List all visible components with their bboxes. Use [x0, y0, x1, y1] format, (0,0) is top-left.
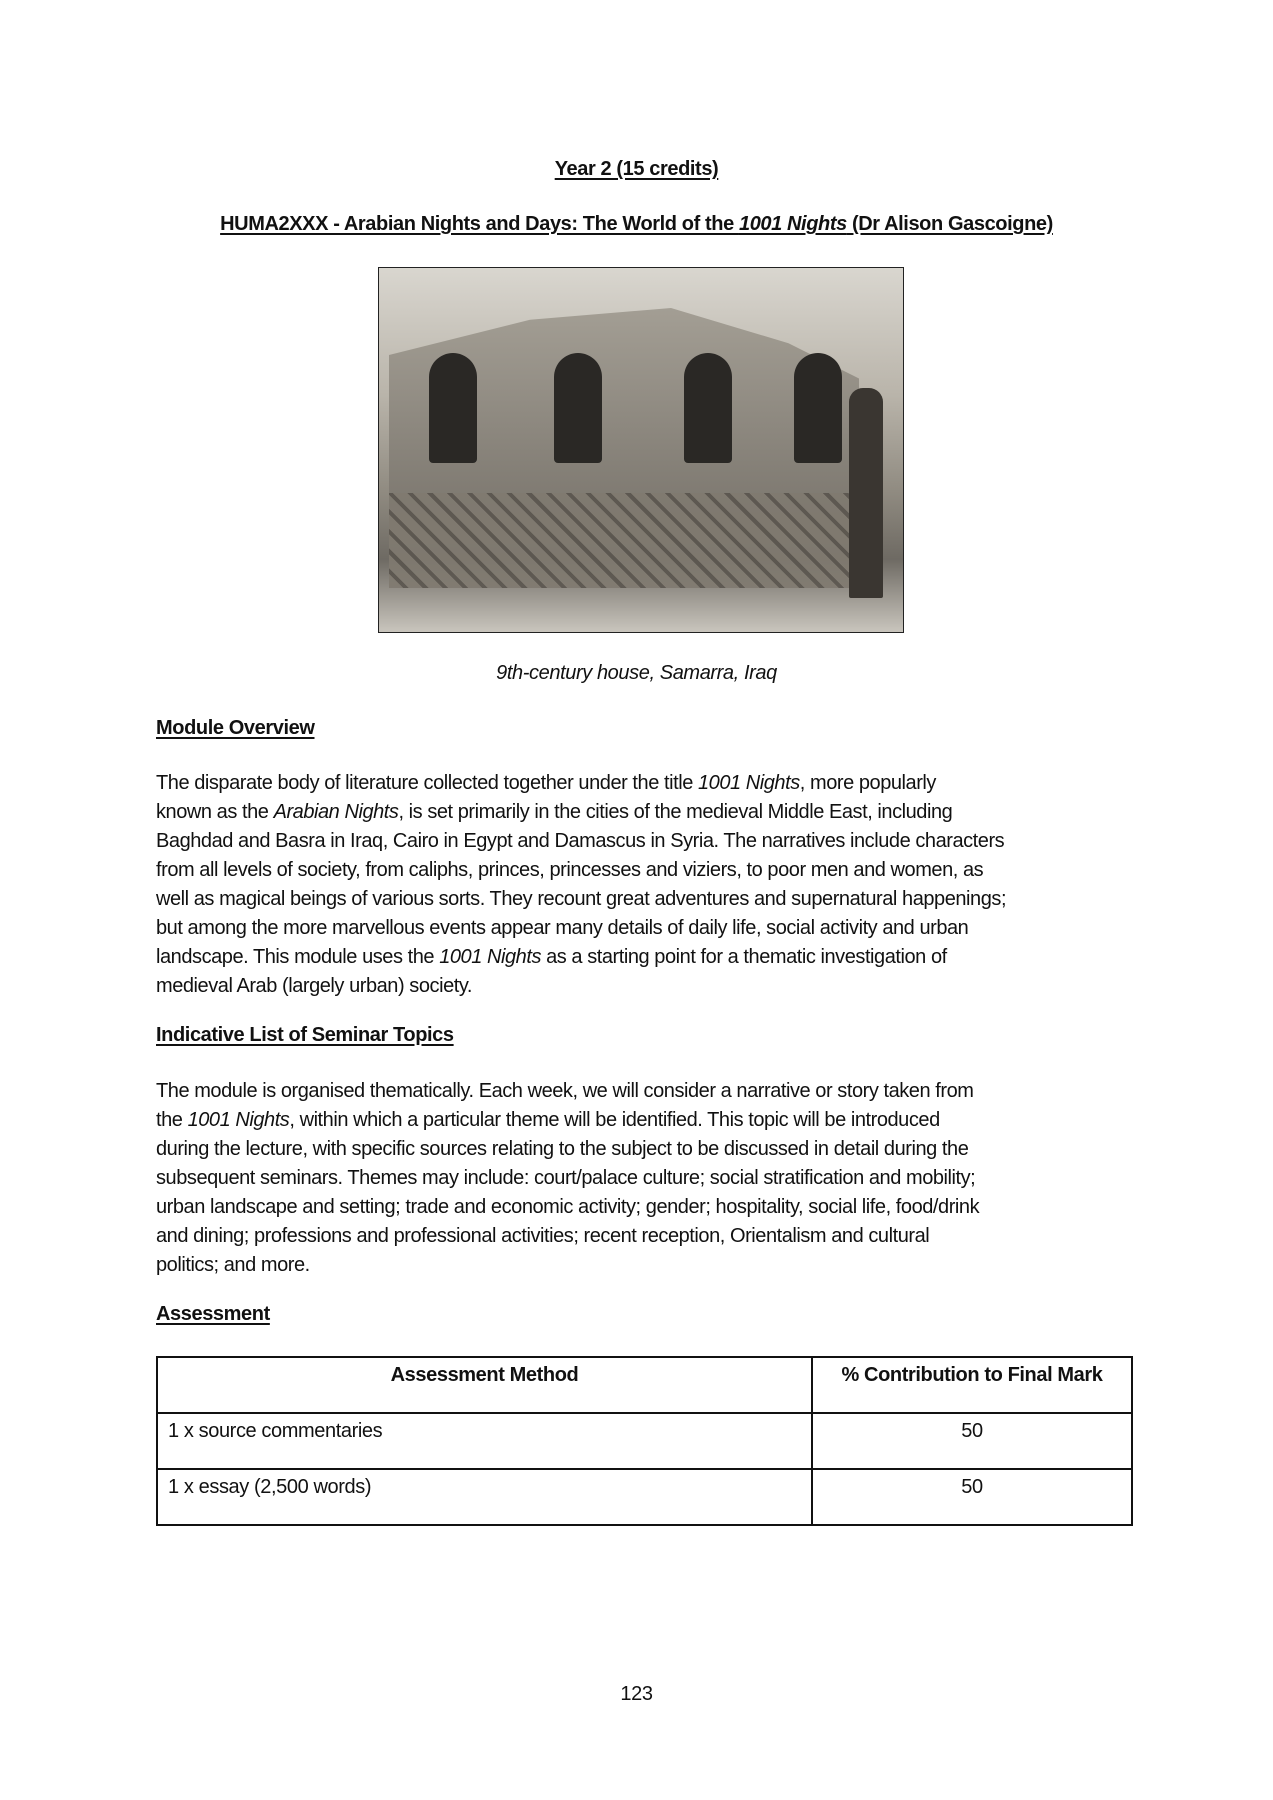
photo-figure [849, 388, 883, 598]
paragraph-line [156, 827, 1146, 856]
text-run: , within which a particular theme will be identified. This topic will be introduced [289, 1109, 940, 1131]
column-header-contribution: % Contribution to Final Mark [812, 1357, 1132, 1413]
paragraph-line [156, 1222, 1146, 1251]
text-run: the [156, 1109, 188, 1131]
text-run: Baghdad and Basra in Iraq, Cairo in Egypt and Damascus in Syria. The narratives include characters [156, 830, 1005, 852]
paragraph-line [156, 798, 1146, 827]
method-cell: 1 x essay (2,500 words) [157, 1469, 812, 1525]
paragraph-line [156, 856, 1146, 885]
overview-heading: Module Overview [156, 717, 315, 739]
photo-niche [429, 353, 477, 463]
contribution-cell: 50 [812, 1469, 1132, 1525]
assessment-heading: Assessment [156, 1303, 270, 1325]
paragraph-line [156, 914, 1146, 943]
text-run: as a starting point for a thematic investigation of [541, 946, 947, 968]
text-run: landscape. This module uses the [156, 946, 440, 968]
photo-niche [794, 353, 842, 463]
paragraph-line [156, 1251, 1146, 1280]
paragraph-line [156, 885, 1146, 914]
text-run: , more popularly [799, 772, 936, 794]
text-run: but among the more marvellous events appear many details of daily life, social activity and urban [156, 917, 969, 939]
paragraph-line [156, 943, 1146, 972]
text-run: during the lecture, with specific sources relating to the subject to be discussed in detail during the [156, 1138, 969, 1160]
italic-title: 1001 Nights [439, 946, 541, 968]
text-run: well as magical beings of various sorts. They recount great adventures and supernatural happenings; [156, 888, 1007, 910]
text-run: and dining; professions and professional activities; recent reception, Orientalism and cultural [156, 1225, 930, 1247]
italic-title: 1001 Nights [697, 772, 800, 794]
module-title-italic: 1001 Nights [738, 213, 847, 235]
italic-title: Arabian Nights [273, 801, 399, 823]
text-run: from all levels of society, from caliphs, princes, princesses and viziers, to poor men and women, as [156, 859, 984, 881]
column-header-method: Assessment Method [157, 1357, 812, 1413]
text-run: politics; and more. [156, 1254, 310, 1276]
paragraph-line [156, 1193, 1146, 1222]
photo-niche [684, 353, 732, 463]
text-run: known as the [156, 801, 274, 823]
text-run: The disparate body of literature collected together under the title [156, 772, 698, 794]
photo-frieze [389, 493, 849, 588]
italic-title: 1001 Nights [187, 1109, 290, 1131]
paragraph-line [156, 972, 1146, 1001]
paragraph-line [156, 1106, 1146, 1135]
text-run: urban landscape and setting; trade and economic activity; gender; hospitality, social life, food/drink [156, 1196, 980, 1218]
assessment-table [156, 1356, 1133, 1526]
paragraph-line [156, 1077, 1146, 1106]
paragraph-line [156, 1164, 1146, 1193]
module-title-prefix: HUMA2XXX - Arabian Nights and Days: The World of the [220, 213, 739, 235]
topics-paragraph [156, 1077, 1146, 1280]
table-row [157, 1413, 1132, 1469]
text-run: subsequent seminars. Themes may include: court/palace culture; social stratification and mobility; [156, 1167, 976, 1189]
samarra-house-photo [378, 267, 904, 633]
method-cell: 1 x source commentaries [157, 1413, 812, 1469]
figure-caption: 9th-century house, Samarra, Iraq [496, 662, 777, 684]
text-run: The module is organised thematically. Each week, we will consider a narrative or story taken from [156, 1080, 974, 1102]
topics-heading: Indicative List of Seminar Topics [156, 1024, 454, 1046]
module-title-suffix: (Dr Alison Gascoigne) [846, 213, 1053, 235]
table-row [157, 1469, 1132, 1525]
contribution-cell: 50 [812, 1413, 1132, 1469]
paragraph-line [156, 1135, 1146, 1164]
page-number: 123 [620, 1683, 653, 1705]
text-run: medieval Arab (largely urban) society. [156, 975, 473, 997]
paragraph-line [156, 769, 1146, 798]
module-title [0, 213, 1273, 236]
year-heading: Year 2 (15 credits) [554, 158, 719, 180]
photo-niche [554, 353, 602, 463]
overview-paragraph [156, 769, 1146, 1001]
text-run: , is set primarily in the cities of the medieval Middle East, including [398, 801, 953, 823]
table-header-row [157, 1357, 1132, 1413]
